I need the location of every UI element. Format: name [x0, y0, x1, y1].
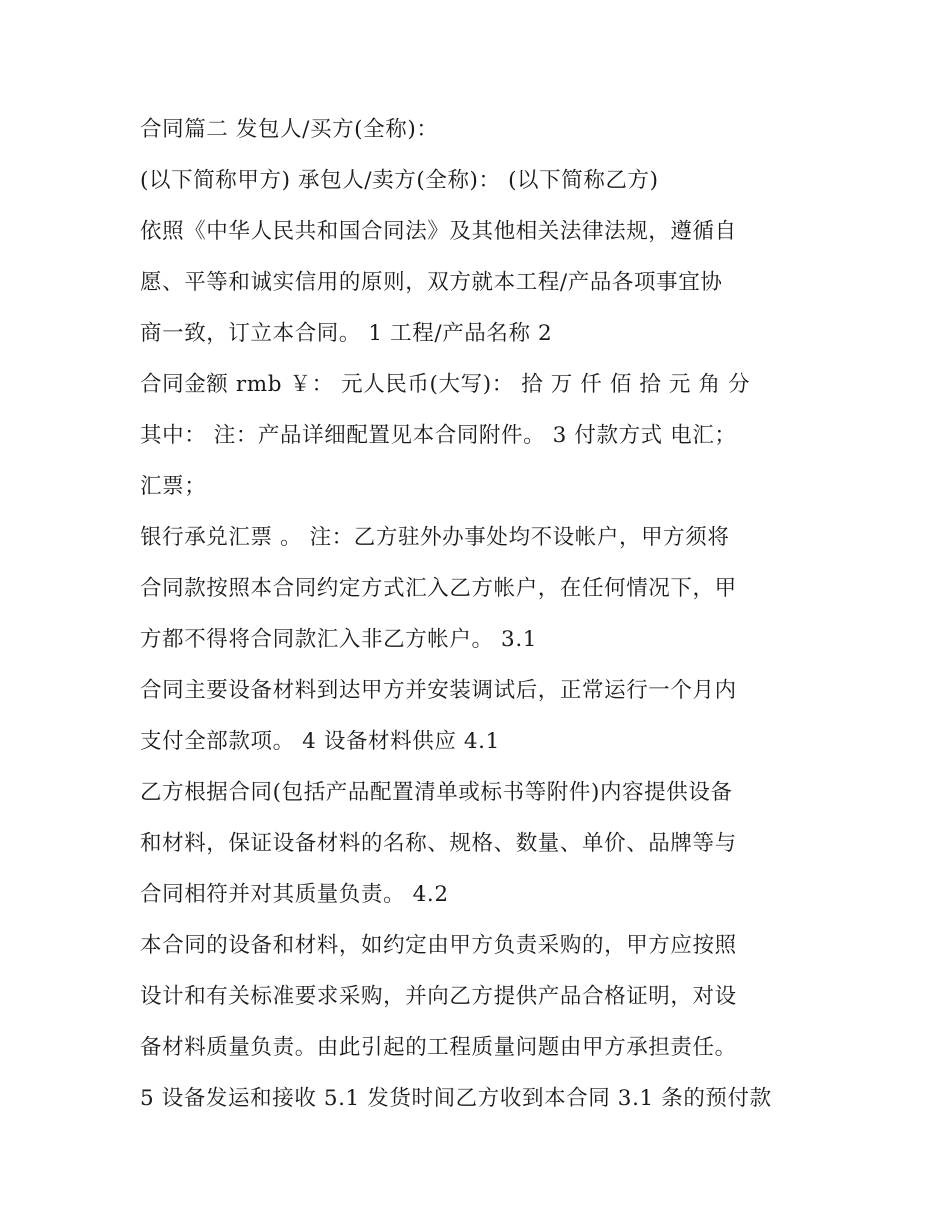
text-line: 汇票； — [140, 474, 207, 499]
text-line: 和材料，保证设备材料的名称、规格、数量、单价、品牌等与 — [140, 831, 737, 856]
text-line: 商一致，订立本合同。 1 工程/产品名称 2 — [140, 321, 553, 346]
text-line: 方都不得将合同款汇入非乙方帐户。 3.1 — [140, 627, 538, 652]
text-line: 合同款按照本合同约定方式汇入乙方帐户，在任何情况下，甲 — [140, 576, 737, 601]
text-line: 设计和有关标准要求采购，并向乙方提供产品合格证明，对设 — [140, 984, 737, 1009]
text-line: 合同相符并对其质量负责。 4.2 — [140, 882, 449, 907]
text-line: 5 设备发运和接收 5.1 发货时间乙方收到本合同 3.1 条的预付款 — [140, 1086, 772, 1111]
text-line: 愿、平等和诚实信用的原则，双方就本工程/产品各项事宜协 — [140, 270, 723, 295]
text-line: 依照《中华人民共和国合同法》及其他相关法律法规，遵循自 — [140, 219, 737, 244]
text-line: 备材料质量负责。由此引起的工程质量问题由甲方承担责任。 — [140, 1035, 737, 1060]
text-line: 银行承兑汇票 。 注：乙方驻外办事处均不设帐户，甲方须将 — [140, 525, 730, 550]
text-line: 支付全部款项。 4 设备材料供应 4.1 — [140, 729, 500, 754]
text-line: 乙方根据合同(包括产品配置清单或标书等附件)内容提供设备 — [140, 780, 733, 805]
text-line: 其中： 注：产品详细配置见本合同附件。 3 付款方式 电汇； — [140, 423, 737, 448]
text-line: 本合同的设备和材料，如约定由甲方负责采购的，甲方应按照 — [140, 933, 737, 958]
text-line: 合同篇二 发包人/买方(全称)： — [140, 117, 439, 142]
text-line: 合同主要设备材料到达甲方并安装调试后，正常运行一个月内 — [140, 678, 737, 703]
text-line: (以下简称甲方) 承包人/卖方(全称)： (以下简称乙方) — [140, 168, 659, 193]
text-line: 合同金额 rmb ￥： 元人民币(大写)： 拾 万 仟 佰 拾 元 角 分 — [140, 372, 751, 397]
